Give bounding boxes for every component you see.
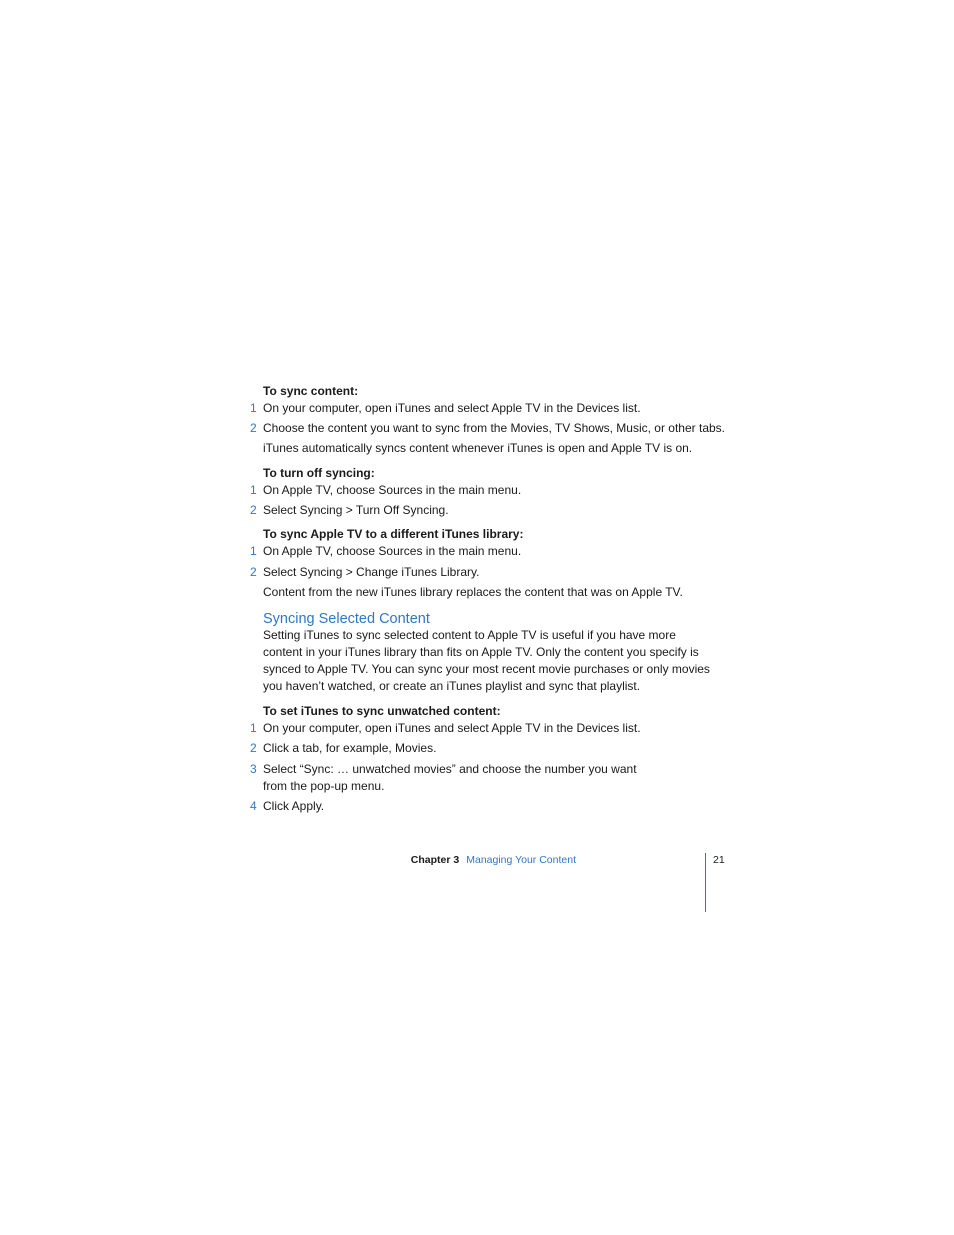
step-text: Select “Sync: … unwatched movies” and choose the number you want from the pop-up menu. <box>263 762 637 793</box>
procedure-label-sync-content: To sync content: <box>263 384 359 398</box>
step-number: 1 <box>250 483 257 497</box>
footer-chapter <box>411 853 576 867</box>
footer-chapter-title: Managing Your Content <box>466 854 576 866</box>
step-text: Choose the content you want to sync from the Movies, TV Shows, Music, or other tabs. <box>263 421 725 435</box>
step-note: iTunes automatically syncs content whenever iTunes is open and Apple TV is on. <box>263 441 693 455</box>
step-text: Select Syncing > Turn Off Syncing. <box>263 503 449 517</box>
step-number: 3 <box>250 762 257 776</box>
step-number: 4 <box>250 799 257 813</box>
step-text: Select Syncing > Change iTunes Library. <box>263 565 480 579</box>
step-number: 2 <box>250 741 257 755</box>
step-number: 1 <box>250 721 257 735</box>
step-text: On your computer, open iTunes and select Apple TV in the Devices list. <box>263 721 641 735</box>
page-number: 21 <box>713 854 725 866</box>
step-text: On Apple TV, choose Sources in the main menu. <box>263 544 522 558</box>
body-paragraph: Setting iTunes to sync selected content to Apple TV is useful if you have more content in your iTunes library than fits on Apple TV. Only the content you specify is synced to Apple TV. You can sync your most recent movie purchases or only movies you haven’t watched, or create an iTunes playlist and sync that playlist. <box>263 628 710 693</box>
procedure-label-different-library: To sync Apple TV to a different iTunes library: <box>263 527 524 541</box>
step-text: On your computer, open iTunes and select Apple TV in the Devices list. <box>263 401 641 415</box>
step-number: 2 <box>250 503 257 517</box>
step-number: 1 <box>250 544 257 558</box>
procedure-label-sync-unwatched: To set iTunes to sync unwatched content: <box>263 704 501 718</box>
footer-chapter-number: Chapter 3 <box>410 854 460 866</box>
section-heading: Syncing Selected Content <box>263 611 430 627</box>
procedure-label-turn-off-syncing: To turn off syncing: <box>263 466 375 480</box>
step-note: Content from the new iTunes library replaces the content that was on Apple TV. <box>263 585 683 599</box>
step-number: 1 <box>250 401 257 415</box>
step-text: Click Apply. <box>263 799 325 813</box>
step-number: 2 <box>250 565 257 579</box>
step-text: Click a tab, for example, Movies. <box>263 741 437 755</box>
step-number: 2 <box>250 421 257 435</box>
footer-divider <box>705 853 706 912</box>
step-text: On Apple TV, choose Sources in the main menu. <box>263 483 522 497</box>
